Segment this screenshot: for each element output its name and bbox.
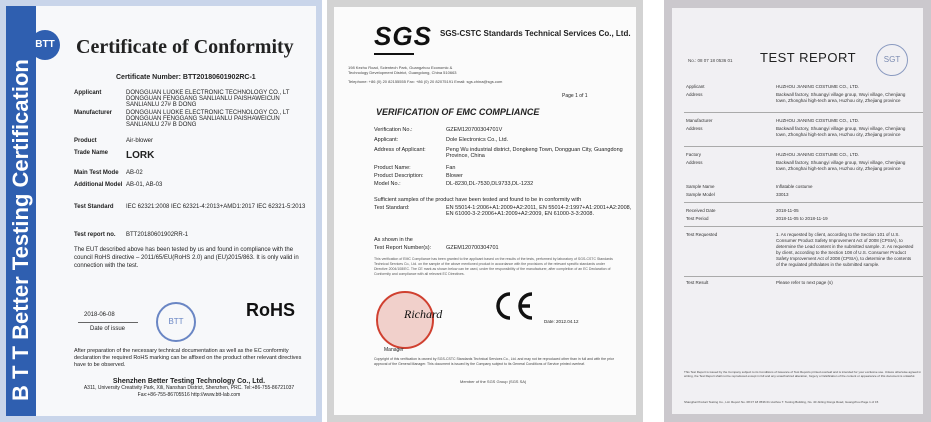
- field-row: Verification No.: GZEM120700304701V: [374, 127, 503, 133]
- divider: [684, 226, 924, 227]
- sgs-logo: SGS: [374, 21, 432, 51]
- compliance-description: The EUT described above has been tested by us and found in compliance with the council RoHS directive – 2011/65/EU(RoHS 2.0) and (EU)2015/863. It is only valid in connection with the test.: [74, 247, 299, 269]
- field-row: Test report no. BTT20180601902RR-1: [74, 232, 189, 238]
- field-row: Received Date 2018-11-05: [686, 208, 799, 213]
- sgs-company-name: SGS-CSTC Standards Technical Services Co., Ltd.: [440, 29, 631, 38]
- issuer-address: A311, University Creativity Park, Xili, Nanshan District, Shenzhen, PRC. Tel:+86-755-86721037 Fax:+86-755-86705516 http://www.btt-lab.com: [83, 385, 295, 398]
- issuer-company: Shenzhen Better Testing Technology Co., Ltd.: [112, 378, 266, 385]
- field-row: Manufacturer DONGGUAN LUOKE ELECTRONIC TECHNOLOGY CO., LT DONGGUAN FENGGANG SANLIANLU PAISHAWEICUN SANLIANLU 27# B DONG: [74, 110, 290, 128]
- member-note: Member of the SGS Group (SGS SA): [460, 379, 527, 384]
- sgs-verification: [327, 0, 643, 422]
- divider: [684, 146, 924, 147]
- rohs-logo: RoHS: [246, 300, 295, 320]
- btt-seal-icon: BTT: [30, 30, 60, 60]
- certificate-title: Certificate of Conformity: [76, 36, 294, 58]
- sufficient-row: Sufficient samples of the product have been tested and found to be in conformity with: [374, 197, 582, 203]
- field-row: Address of Applicant: Peng Wu industrial district, Dongkeng Town, Dongguan City, Guangdong Province, China: [374, 147, 623, 159]
- issue-date-label: Date of issue: [90, 326, 126, 332]
- field-row: Applicant HUZHOU JIANING COSTUME CO., LTD.: [686, 84, 860, 89]
- field-row: Sample Model 33013: [686, 192, 789, 197]
- divider: [684, 276, 924, 277]
- page-number: Page 1 of 1: [562, 93, 588, 99]
- field-row: Address Backwall factory, Shuangyi village group, Wuyi village, Chenjiang town, Zhonghai high-tech area, Huzhou city, Zhejiang province: [686, 126, 906, 137]
- field-row: Test Requested 1. As requested by client, according to the Section 101 of U.S. Consumer Product Safety Improvement Act of 2008 (CPSIA), to determine the Lead content in the submitted sample. 2. As requested by client, according to the Section 108 of U.S. Consumer Product Safety Improvement Act of 2008 (CPSIA), to determine the contents of the regulated phthalates in the submitted sample.: [686, 232, 914, 267]
- issue-date: 2018-06-08: [84, 312, 115, 318]
- field-row: Product Description: Blower: [374, 173, 463, 179]
- verification-title: VERIFICATION OF EMC COMPLIANCE: [376, 107, 540, 117]
- field-row: Trade Name LORK: [74, 150, 155, 161]
- report-number-row: Test Report Number(s): GZEM120700304701: [374, 245, 499, 251]
- field-row: Product Name: Fan: [374, 165, 456, 171]
- sgs-contact: Telephone: +86 (0) 20 82155555 Fax: +86 (0) 20 82075191 Email: sgs.china@sgs.com: [348, 79, 503, 84]
- divider: [684, 202, 924, 203]
- certificate-number: Certificate Number: BTT20180601902RC-1: [116, 74, 256, 81]
- field-row: Address Backwall factory, Shuangyi village group, Wuyi village, Chenjiang town, Zhonghai high-tech area, Huzhou city, Zhejiang province: [686, 92, 906, 103]
- field-row: Address Backwall factory, Shuangyi village group, Wuyi village, Chenjiang town, Zhonghai high-tech area, Huzhou city, Zhejiang province: [686, 160, 906, 171]
- marking-note: After preparation of the necessary technical documentation as well as the EC conformity declaration the required RoHS marking can be affixed on the product other relevant directives have to be observed.: [74, 348, 302, 368]
- field-row: Test Standard IEC 62321:2008 IEC 62321-4:2013+AMD1:2017 IEC 62321-5:2013: [74, 204, 306, 210]
- ce-mark-icon: [490, 289, 540, 323]
- field-row: Product Air-blower: [74, 138, 154, 144]
- side-band-text: B T T Better Testing Certification: [8, 59, 33, 401]
- verification-date: Date: 2012.04.12: [544, 319, 579, 324]
- field-row: Manufacturer HUZHOU JIANING COSTUME CO., LTD.: [686, 118, 860, 123]
- copyright-note: Copyright of this verification is owned by SGS-CSTC Standards Technical Services Co., Ltd. and may not be reproduced other than in full and with the prior approval of the General Manager. This document is issued by the Company subject to its General Conditions of Service printed overleaf.: [374, 357, 615, 366]
- manager-label: Manager: [384, 347, 404, 353]
- field-row: Test Period 2018-11-05 to 2018-11-19: [686, 216, 828, 221]
- report-title: TEST REPORT: [760, 50, 857, 65]
- field-row: Applicant: Dole Electronics Co., Ltd.: [374, 137, 509, 143]
- field-row: Factory HUZHOU JIANING COSTUME CO., LTD.: [686, 152, 860, 157]
- sgs-address: 198 Kezhu Road, Scientech Park, Guangzhou Economic & Technology Development District, Guangdong, China 510663: [348, 65, 457, 75]
- date-line: [78, 322, 138, 323]
- report-number: No.: 08 07 18 0536 01: [688, 58, 733, 63]
- report-footer: Shanghai Product Testing Co., Ltd. Report No. 08 07 18 0536 01 Huzhou T. Testing Building, No. 40 Jinling Dongs Road, Guangzhou Page 1 of 15: [684, 400, 879, 404]
- field-row: Model No.: DL-8230,DL-7530,DL9733,DL-1232: [374, 181, 534, 187]
- test-standard-row: Test Standard: EN 55014-1:2006+A1:2009+A2:2011, EN 55014-2:1997+A1:2001+A2:2008, EN 61000-3-2:2006+A1:2009+A2:2009, EN 61000-3-3:2008.: [374, 205, 632, 217]
- btt-certificate: [0, 0, 322, 422]
- sgt-seal-icon: SGT: [876, 44, 908, 76]
- btt-stamp-icon: BTT: [156, 302, 196, 342]
- verification-fineprint: This verification of EMC Compliance has been granted to the applicant based on the results of the tests, performed by laboratory of SGS-CSTC Standards Technical Services Co., Ltd. on the sample of the above mentioned product in accordance with the provisions of the relevant specific standards under Directive 2004/108/EC. The CE mark as shown below can be used, under the responsibility of the manufacturer, after completion of an EC Declaration of Conformity and compliance with all relevant EC Directives.: [374, 257, 613, 276]
- field-row: Test Result Please refer to next page (s): [686, 280, 833, 285]
- field-row: Applicant DONGGUAN LUOKE ELECTRONIC TECHNOLOGY CO., LT DONGGUAN FENGGANG SANLIANLU PAISHAWEICUN SANLIANLU 27# B DONG: [74, 90, 290, 108]
- logo-underline: [374, 53, 414, 55]
- shown-in-row: As shown in the: [374, 237, 413, 243]
- manager-signature: Richard: [404, 307, 443, 321]
- test-report: [664, 0, 931, 422]
- field-row: Sample Name Inflatable costume: [686, 184, 813, 189]
- certificate-footer: [74, 378, 304, 399]
- report-fineprint: This Test Report is issued by the Company subject to its Conditions of Issuance of Test Reports printed overleaf and is intended for your exclusive use. Unless otherwise agreed in writing, the Test Report shall not be reproduced except in full and any unauthorized alteration, forgery or falsification of the content or appearance of this document is unlawful.: [684, 370, 922, 378]
- field-row: Main Test Mode AB-02: [74, 170, 143, 176]
- side-band: [6, 6, 36, 416]
- field-row: Additional Model AB-01, AB-03: [74, 182, 163, 188]
- divider: [684, 112, 924, 113]
